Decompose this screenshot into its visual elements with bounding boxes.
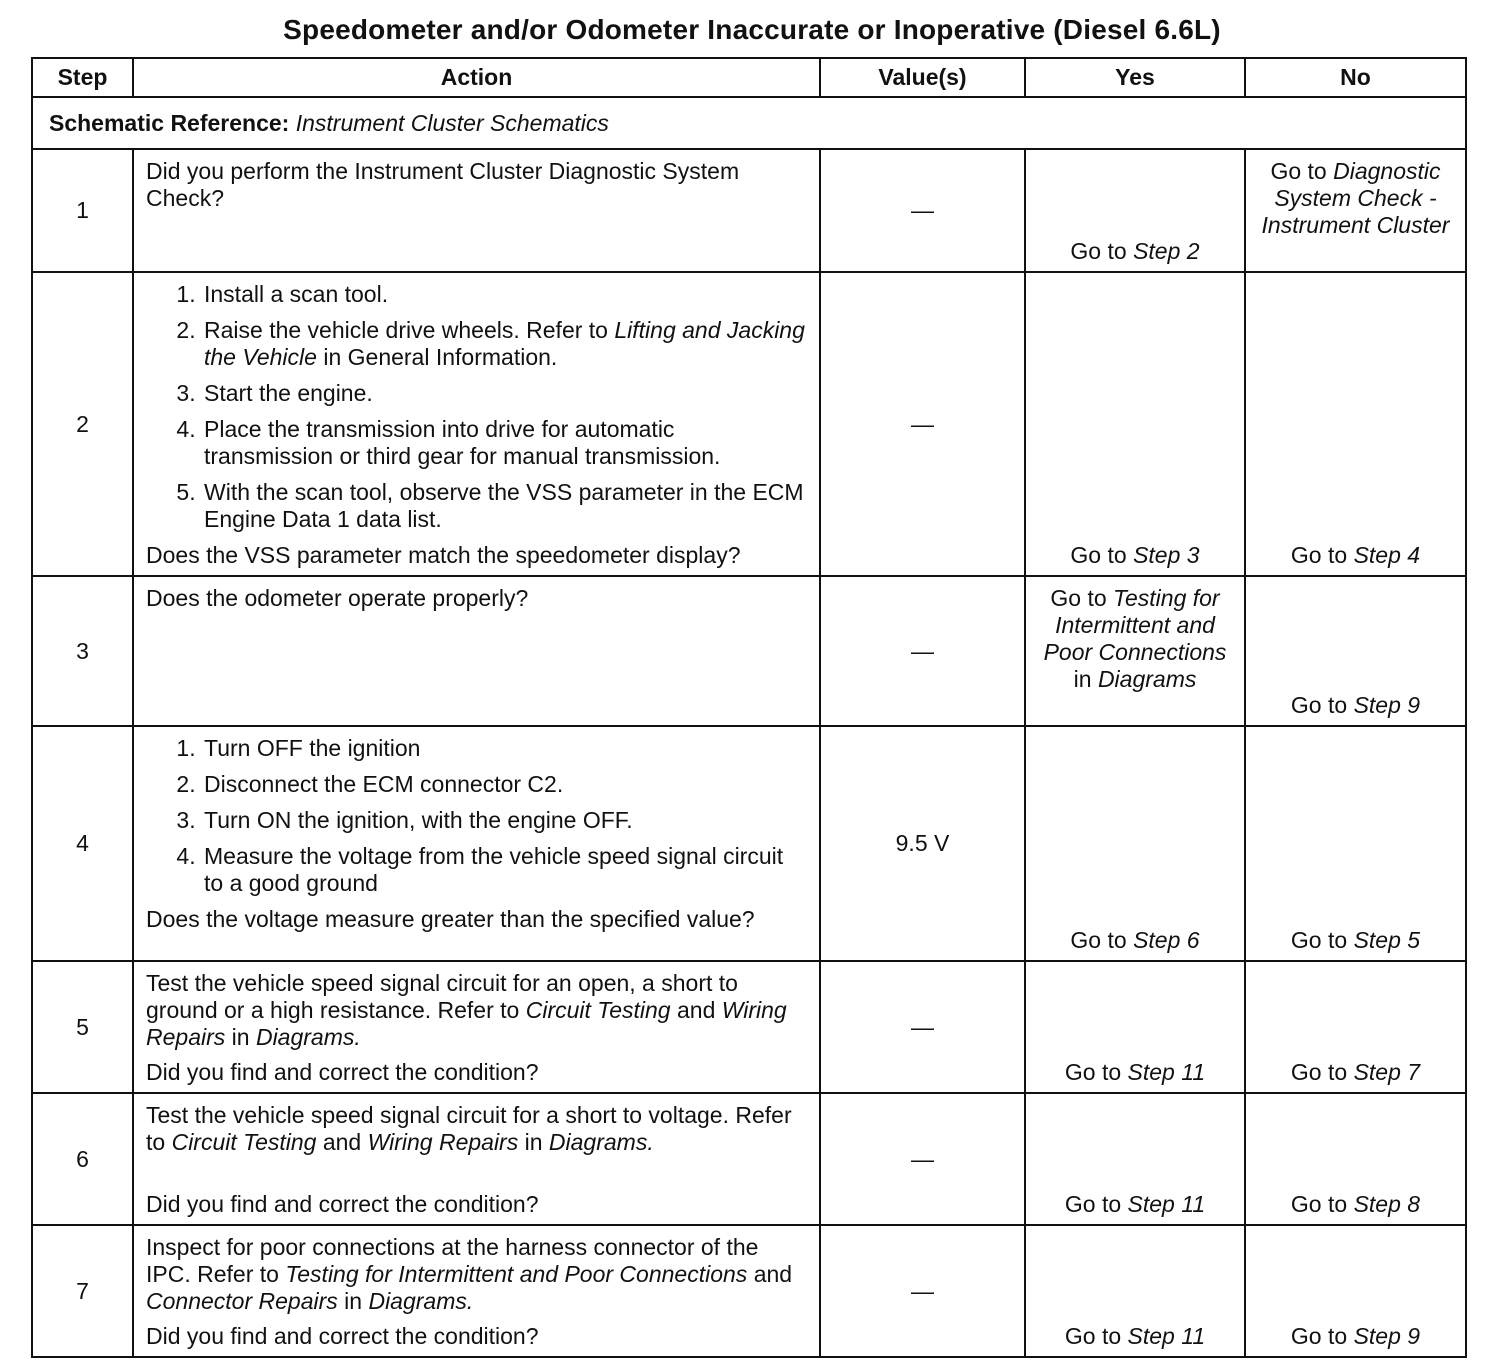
yes-in: in — [1073, 666, 1092, 692]
value-cell: — — [820, 272, 1025, 576]
go-to-label: Go to — [1290, 1191, 1348, 1217]
step-number: 3 — [32, 576, 133, 726]
reference-link[interactable]: Diagrams. — [368, 1288, 474, 1314]
action-text: Test the vehicle speed signal circuit for a short to voltage. Refer to — [146, 1102, 792, 1155]
no-target[interactable]: Step 8 — [1353, 1191, 1421, 1217]
yes-target[interactable]: Testing for Intermittent and Poor Connections — [1043, 585, 1227, 665]
reference-link[interactable]: Testing for Intermittent and Poor Connections — [285, 1261, 748, 1287]
reference-link[interactable]: Diagrams. — [548, 1129, 654, 1155]
no-target[interactable]: Step 4 — [1353, 542, 1421, 568]
yes-target[interactable]: Step 11 — [1127, 1323, 1206, 1349]
value-cell: — — [820, 1225, 1025, 1357]
action-paragraph — [146, 1234, 807, 1315]
no-cell[interactable] — [1245, 149, 1466, 272]
procedure-list — [146, 735, 807, 897]
header-no: No — [1245, 58, 1466, 97]
table-row — [32, 961, 1466, 1093]
step-number: 5 — [32, 961, 133, 1093]
no-target[interactable]: Diagnostic System Check - Instrument Cluster — [1261, 158, 1450, 238]
table-row — [32, 726, 1466, 961]
step-number: 2 — [32, 272, 133, 576]
list-item: 3. Start the engine. — [202, 380, 807, 407]
action-question: Does the VSS parameter match the speedometer display? — [146, 542, 741, 568]
action-paragraph — [146, 970, 807, 1051]
yes-cell[interactable] — [1025, 149, 1245, 272]
action-question: Does the voltage measure greater than the specified value? — [146, 906, 755, 932]
go-to-label: Go to — [1064, 1059, 1122, 1085]
go-to-label: Go to — [1070, 927, 1127, 953]
header-values: Value(s) — [820, 58, 1025, 97]
table-row — [32, 272, 1466, 576]
list-item: 4. Measure the voltage from the vehicle speed signal circuit to a good ground — [202, 843, 807, 897]
step-number: 4 — [32, 726, 133, 961]
no-cell[interactable] — [1245, 576, 1466, 726]
yes-target[interactable]: Step 3 — [1133, 542, 1200, 568]
page-title: Speedometer and/or Odometer Inaccurate or Inoperative (Diesel 6.6L) — [283, 14, 1221, 45]
yes-target[interactable]: Step 11 — [1127, 1191, 1206, 1217]
header-step: Step — [32, 58, 133, 97]
action-text: in — [344, 1288, 363, 1314]
reference-link[interactable]: Connector Repairs — [146, 1288, 338, 1314]
schematic-label: Schematic Reference: — [49, 109, 290, 136]
list-item: 1. Install a scan tool. — [202, 281, 807, 308]
list-item — [202, 317, 807, 371]
action-paragraph — [146, 1102, 807, 1156]
list-item: 5. With the scan tool, observe the VSS parameter in the ECM Engine Data 1 data list. — [202, 479, 807, 533]
reference-link[interactable]: Wiring Repairs — [146, 997, 787, 1050]
go-to-label: Go to — [1290, 927, 1348, 953]
no-target[interactable]: Step 9 — [1353, 692, 1421, 718]
go-to-label: Go to — [1290, 1059, 1348, 1085]
diagnostic-table — [31, 57, 1467, 1358]
step-number: 1 — [32, 149, 133, 272]
value-cell: — — [820, 961, 1025, 1093]
list-item: 3. Turn ON the ignition, with the engine OFF. — [202, 807, 807, 834]
action-question: Did you perform the Instrument Cluster Diagnostic System Check? — [146, 158, 740, 211]
go-to-label: Go to — [1290, 542, 1348, 568]
list-item: 4. Place the transmission into drive for automatic transmission or third gear for manual transmission. — [202, 416, 807, 470]
reference-link[interactable]: Diagrams. — [255, 1024, 361, 1050]
reference-link[interactable]: Circuit Testing — [525, 997, 671, 1023]
action-cell — [133, 961, 820, 1093]
action-question: Did you find and correct the condition? — [146, 1059, 539, 1085]
action-cell — [133, 576, 820, 726]
value-cell: — — [820, 149, 1025, 272]
go-to-label: Go to — [1270, 158, 1327, 184]
action-question: Did you find and correct the condition? — [146, 1191, 539, 1217]
yes-cell[interactable] — [1025, 961, 1245, 1093]
action-cell — [133, 272, 820, 576]
action-cell — [133, 1093, 820, 1225]
no-cell[interactable] — [1245, 961, 1466, 1093]
action-cell — [133, 726, 820, 961]
step-number: 6 — [32, 1093, 133, 1225]
table-row — [32, 149, 1466, 272]
go-to-label: Go to — [1070, 542, 1127, 568]
procedure-list — [146, 281, 807, 533]
no-cell[interactable] — [1245, 726, 1466, 961]
action-text: Test the vehicle speed signal circuit for an open, a short to ground or a high resistance. Refer to — [146, 970, 738, 1023]
action-question: Did you find and correct the condition? — [146, 1323, 539, 1349]
go-to-label: Go to — [1064, 1323, 1122, 1349]
value-cell: — — [820, 1093, 1025, 1225]
step-number: 7 — [32, 1225, 133, 1357]
table-row — [32, 576, 1466, 726]
yes-cell[interactable] — [1025, 1225, 1245, 1357]
action-text: Inspect for poor connections at the harness connector of the IPC. Refer to — [146, 1234, 759, 1287]
table-row — [32, 1225, 1466, 1357]
no-cell[interactable] — [1245, 272, 1466, 576]
yes-target[interactable]: Step 11 — [1127, 1059, 1206, 1085]
schematic-row — [32, 97, 1466, 149]
go-to-label: Go to — [1290, 692, 1348, 718]
list-item: 2. Disconnect the ECM connector C2. — [202, 771, 807, 798]
yes-cell[interactable] — [1025, 1093, 1245, 1225]
list-item-text: Raise the vehicle drive wheels. Refer to — [204, 317, 608, 343]
table-row — [32, 1093, 1466, 1225]
reference-link[interactable]: Wiring Repairs — [367, 1129, 519, 1155]
action-text: in — [231, 1024, 250, 1050]
yes-target[interactable]: Step 6 — [1133, 927, 1200, 953]
yes-doc[interactable]: Diagrams — [1097, 666, 1197, 692]
no-target[interactable]: Step 7 — [1353, 1059, 1421, 1085]
action-text: and — [753, 1261, 793, 1287]
header-action: Action — [133, 58, 820, 97]
yes-cell[interactable] — [1025, 272, 1245, 576]
action-cell — [133, 1225, 820, 1357]
go-to-label: Go to — [1290, 1323, 1348, 1349]
yes-target[interactable]: Step 2 — [1133, 238, 1200, 264]
no-target[interactable]: Step 5 — [1353, 927, 1421, 953]
action-text: and — [676, 997, 716, 1023]
yes-cell[interactable] — [1025, 726, 1245, 961]
go-to-label: Go to — [1070, 238, 1127, 264]
value-cell: — — [820, 576, 1025, 726]
yes-cell[interactable] — [1025, 576, 1245, 726]
reference-link[interactable]: Lifting and Jacking the Vehicle — [204, 317, 805, 370]
reference-link[interactable]: Circuit Testing — [171, 1129, 317, 1155]
schematic-reference — [32, 97, 1466, 149]
list-item: 1. Turn OFF the ignition — [202, 735, 807, 762]
action-text: in — [524, 1129, 543, 1155]
go-to-label: Go to — [1050, 585, 1107, 611]
schematic-link[interactable]: Instrument Cluster Schematics — [295, 109, 609, 136]
no-cell[interactable] — [1245, 1093, 1466, 1225]
action-text: and — [322, 1129, 362, 1155]
header-yes: Yes — [1025, 58, 1245, 97]
action-cell — [133, 149, 820, 272]
value-cell: 9.5 V — [820, 726, 1025, 961]
list-item-text: in General Information. — [323, 344, 558, 370]
action-question: Does the odometer operate properly? — [146, 585, 529, 611]
no-target[interactable]: Step 9 — [1353, 1323, 1421, 1349]
go-to-label: Go to — [1064, 1191, 1122, 1217]
no-cell[interactable] — [1245, 1225, 1466, 1357]
header-row — [32, 58, 1466, 97]
